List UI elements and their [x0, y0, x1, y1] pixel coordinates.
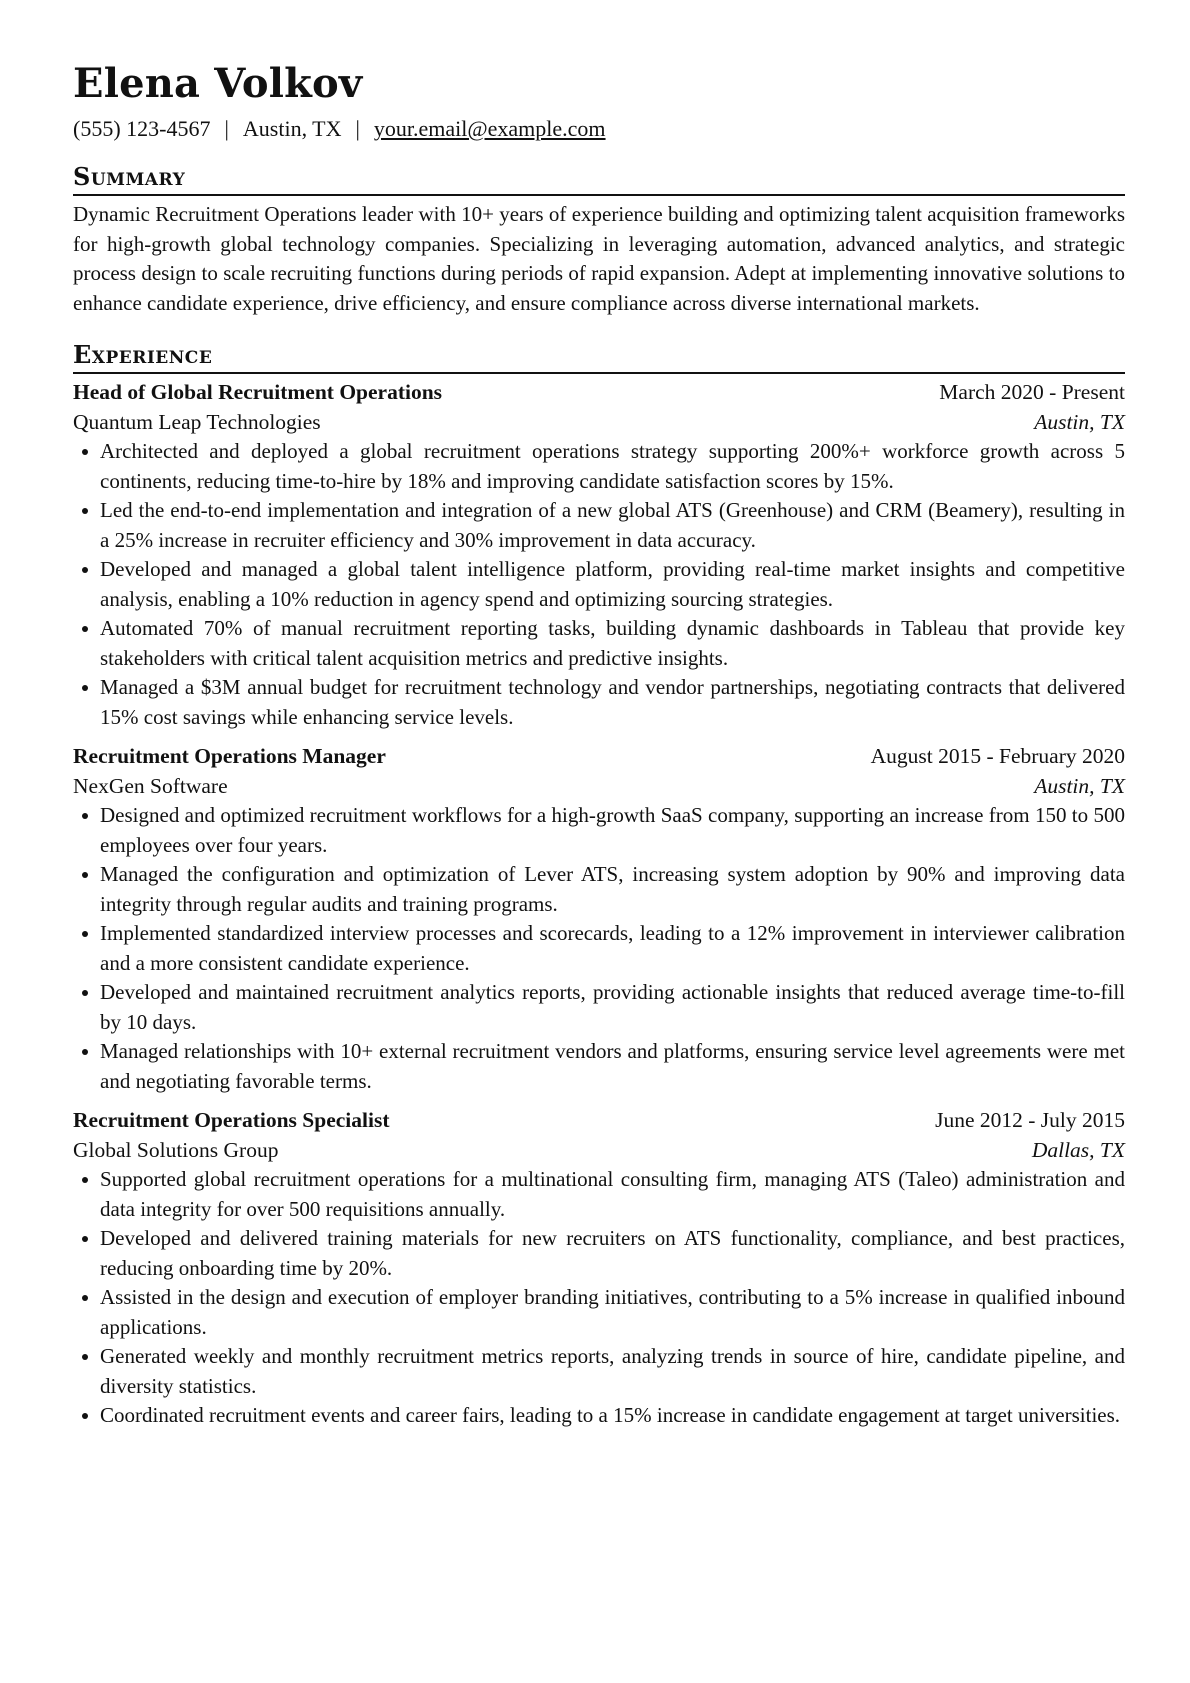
- company-name: Global Solutions Group: [73, 1137, 279, 1162]
- bullet-item: [73, 1165, 1125, 1224]
- job-company-row: [73, 1136, 1125, 1166]
- job-bullets: [73, 437, 1125, 732]
- summary-text: Dynamic Recruitment Operations leader with 10+ years of experience building and optimizing talent acquisition frameworks for high-growth global technology companies. Specializing in leveraging automation, advanced analytics, and strategic process design to scale recruiting functions during periods of rapid expansion. Adept at implementing innovative solutions to enhance candidate experience, drive efficiency, and ensure compliance across diverse international markets.: [73, 202, 1125, 315]
- bullet-text: Architected and deployed a global recruitment operations strategy supporting 200%+ workforce growth across 5 continents, reducing time-to-hire by 18% and improving candidate satisfaction scores by 15%.: [100, 439, 1125, 493]
- contact-separator: |: [355, 116, 360, 141]
- bullet-icon: [82, 813, 88, 819]
- bullet-text: Developed and managed a global talent intelligence platform, providing real-time market insights and competitive analysis, enabling a 10% reduction in agency spend and optimizing sourcing strategies.: [100, 557, 1125, 611]
- bullet-item: [73, 1224, 1125, 1283]
- bullet-icon: [82, 508, 88, 514]
- job-location: Austin, TX: [1034, 773, 1125, 798]
- job-title-row: [73, 378, 1125, 408]
- bullet-item: [73, 437, 1125, 496]
- bullet-item: [73, 1037, 1125, 1096]
- bullet-item: [73, 1283, 1125, 1342]
- location: Austin, TX: [242, 116, 342, 141]
- company-name: NexGen Software: [73, 773, 228, 798]
- bullet-icon: [82, 1354, 88, 1360]
- bullet-item: [73, 614, 1125, 673]
- contact-line: [73, 114, 1125, 144]
- job-title: Recruitment Operations Specialist: [73, 1108, 390, 1132]
- bullet-item: [73, 860, 1125, 919]
- bullet-text: Developed and delivered training materials for new recruiters on ATS functionality, compliance, and best practices, reducing onboarding time by 20%.: [100, 1226, 1125, 1280]
- job-dates: June 2012 - July 2015: [935, 1108, 1125, 1132]
- company-name: Quantum Leap Technologies: [73, 409, 321, 434]
- bullet-text: Led the end-to-end implementation and integration of a new global ATS (Greenhouse) and CRM (Beamery), resulting in a 25% increase in recruiter efficiency and 30% improvement in data accuracy.: [100, 498, 1125, 552]
- bullet-icon: [82, 990, 88, 996]
- bullet-item: [73, 1401, 1125, 1431]
- bullet-icon: [82, 1236, 88, 1242]
- job-title-row: [73, 1106, 1125, 1136]
- bullet-text: Implemented standardized interview processes and scorecards, leading to a 12% improvement in interviewer calibration and a more consistent candidate experience.: [100, 921, 1125, 975]
- bullet-icon: [82, 872, 88, 878]
- bullet-icon: [82, 685, 88, 691]
- bullet-item: [73, 801, 1125, 860]
- bullet-text: Managed the configuration and optimization of Lever ATS, increasing system adoption by 90% and improving data integrity through regular audits and training programs.: [100, 862, 1125, 916]
- bullet-icon: [82, 931, 88, 937]
- job-entry: [73, 378, 1125, 732]
- bullet-icon: [82, 567, 88, 573]
- contact-separator: |: [224, 116, 229, 141]
- job-title: Recruitment Operations Manager: [73, 744, 386, 768]
- bullet-text: Managed relationships with 10+ external recruitment vendors and platforms, ensuring service level agreements were met and negotiating favorable terms.: [100, 1039, 1125, 1093]
- candidate-name: Elena Volkov: [73, 60, 363, 107]
- bullet-item: [73, 673, 1125, 732]
- bullet-icon: [82, 1413, 88, 1419]
- bullet-icon: [82, 626, 88, 632]
- email-link[interactable]: your.email@example.com: [373, 116, 606, 141]
- bullet-text: Managed a $3M annual budget for recruitment technology and vendor partnerships, negotiating contracts that delivered 15% cost savings while enhancing service levels.: [100, 675, 1125, 729]
- bullet-icon: [82, 1049, 88, 1055]
- phone-number: (555) 123-4567: [73, 116, 211, 141]
- job-entry: [73, 742, 1125, 1096]
- bullet-text: Coordinated recruitment events and career fairs, leading to a 15% increase in candidate engagement at target universities.: [100, 1403, 1121, 1427]
- job-title-row: [73, 742, 1125, 772]
- bullet-text: Assisted in the design and execution of employer branding initiatives, contributing to a 5% increase in qualified inbound applications.: [100, 1285, 1125, 1339]
- section-divider: [73, 194, 1125, 196]
- job-bullets: [73, 801, 1125, 1096]
- resume-header: [73, 58, 1125, 144]
- job-dates: March 2020 - Present: [939, 380, 1125, 404]
- resume-page: [73, 58, 1125, 1431]
- section-title-experience: Experience: [73, 340, 213, 369]
- bullet-text: Developed and maintained recruitment analytics reports, providing actionable insights that reduced average time-to-fill by 10 days.: [100, 980, 1125, 1034]
- job-entry: [73, 1106, 1125, 1431]
- bullet-item: [73, 1342, 1125, 1401]
- job-location: Dallas, TX: [1031, 1137, 1125, 1162]
- bullet-text: Generated weekly and monthly recruitment metrics reports, analyzing trends in source of hire, candidate pipeline, and diversity statistics.: [100, 1344, 1125, 1398]
- job-company-row: [73, 408, 1125, 438]
- bullet-text: Automated 70% of manual recruitment reporting tasks, building dynamic dashboards in Tableau that provide key stakeholders with critical talent acquisition metrics and predictive insights.: [100, 616, 1125, 670]
- bullet-icon: [82, 1177, 88, 1183]
- bullet-item: [73, 496, 1125, 555]
- bullet-icon: [82, 1295, 88, 1301]
- bullet-item: [73, 919, 1125, 978]
- section-title-summary: Summary: [73, 162, 186, 191]
- bullet-icon: [82, 449, 88, 455]
- job-title: Head of Global Recruitment Operations: [73, 380, 443, 404]
- summary-section: [73, 162, 1125, 318]
- bullet-item: [73, 978, 1125, 1037]
- section-divider: [73, 372, 1125, 374]
- job-location: Austin, TX: [1034, 409, 1125, 434]
- bullet-text: Designed and optimized recruitment workflows for a high-growth SaaS company, supporting an increase from 150 to 500 employees over four years.: [100, 803, 1125, 857]
- experience-section: [73, 340, 1125, 1431]
- bullet-item: [73, 555, 1125, 614]
- job-dates: August 2015 - February 2020: [870, 744, 1125, 768]
- job-company-row: [73, 772, 1125, 802]
- job-bullets: [73, 1165, 1125, 1431]
- bullet-text: Supported global recruitment operations for a multinational consulting firm, managing ATS (Taleo) administration and data integrity for over 500 requisitions annually.: [100, 1167, 1125, 1221]
